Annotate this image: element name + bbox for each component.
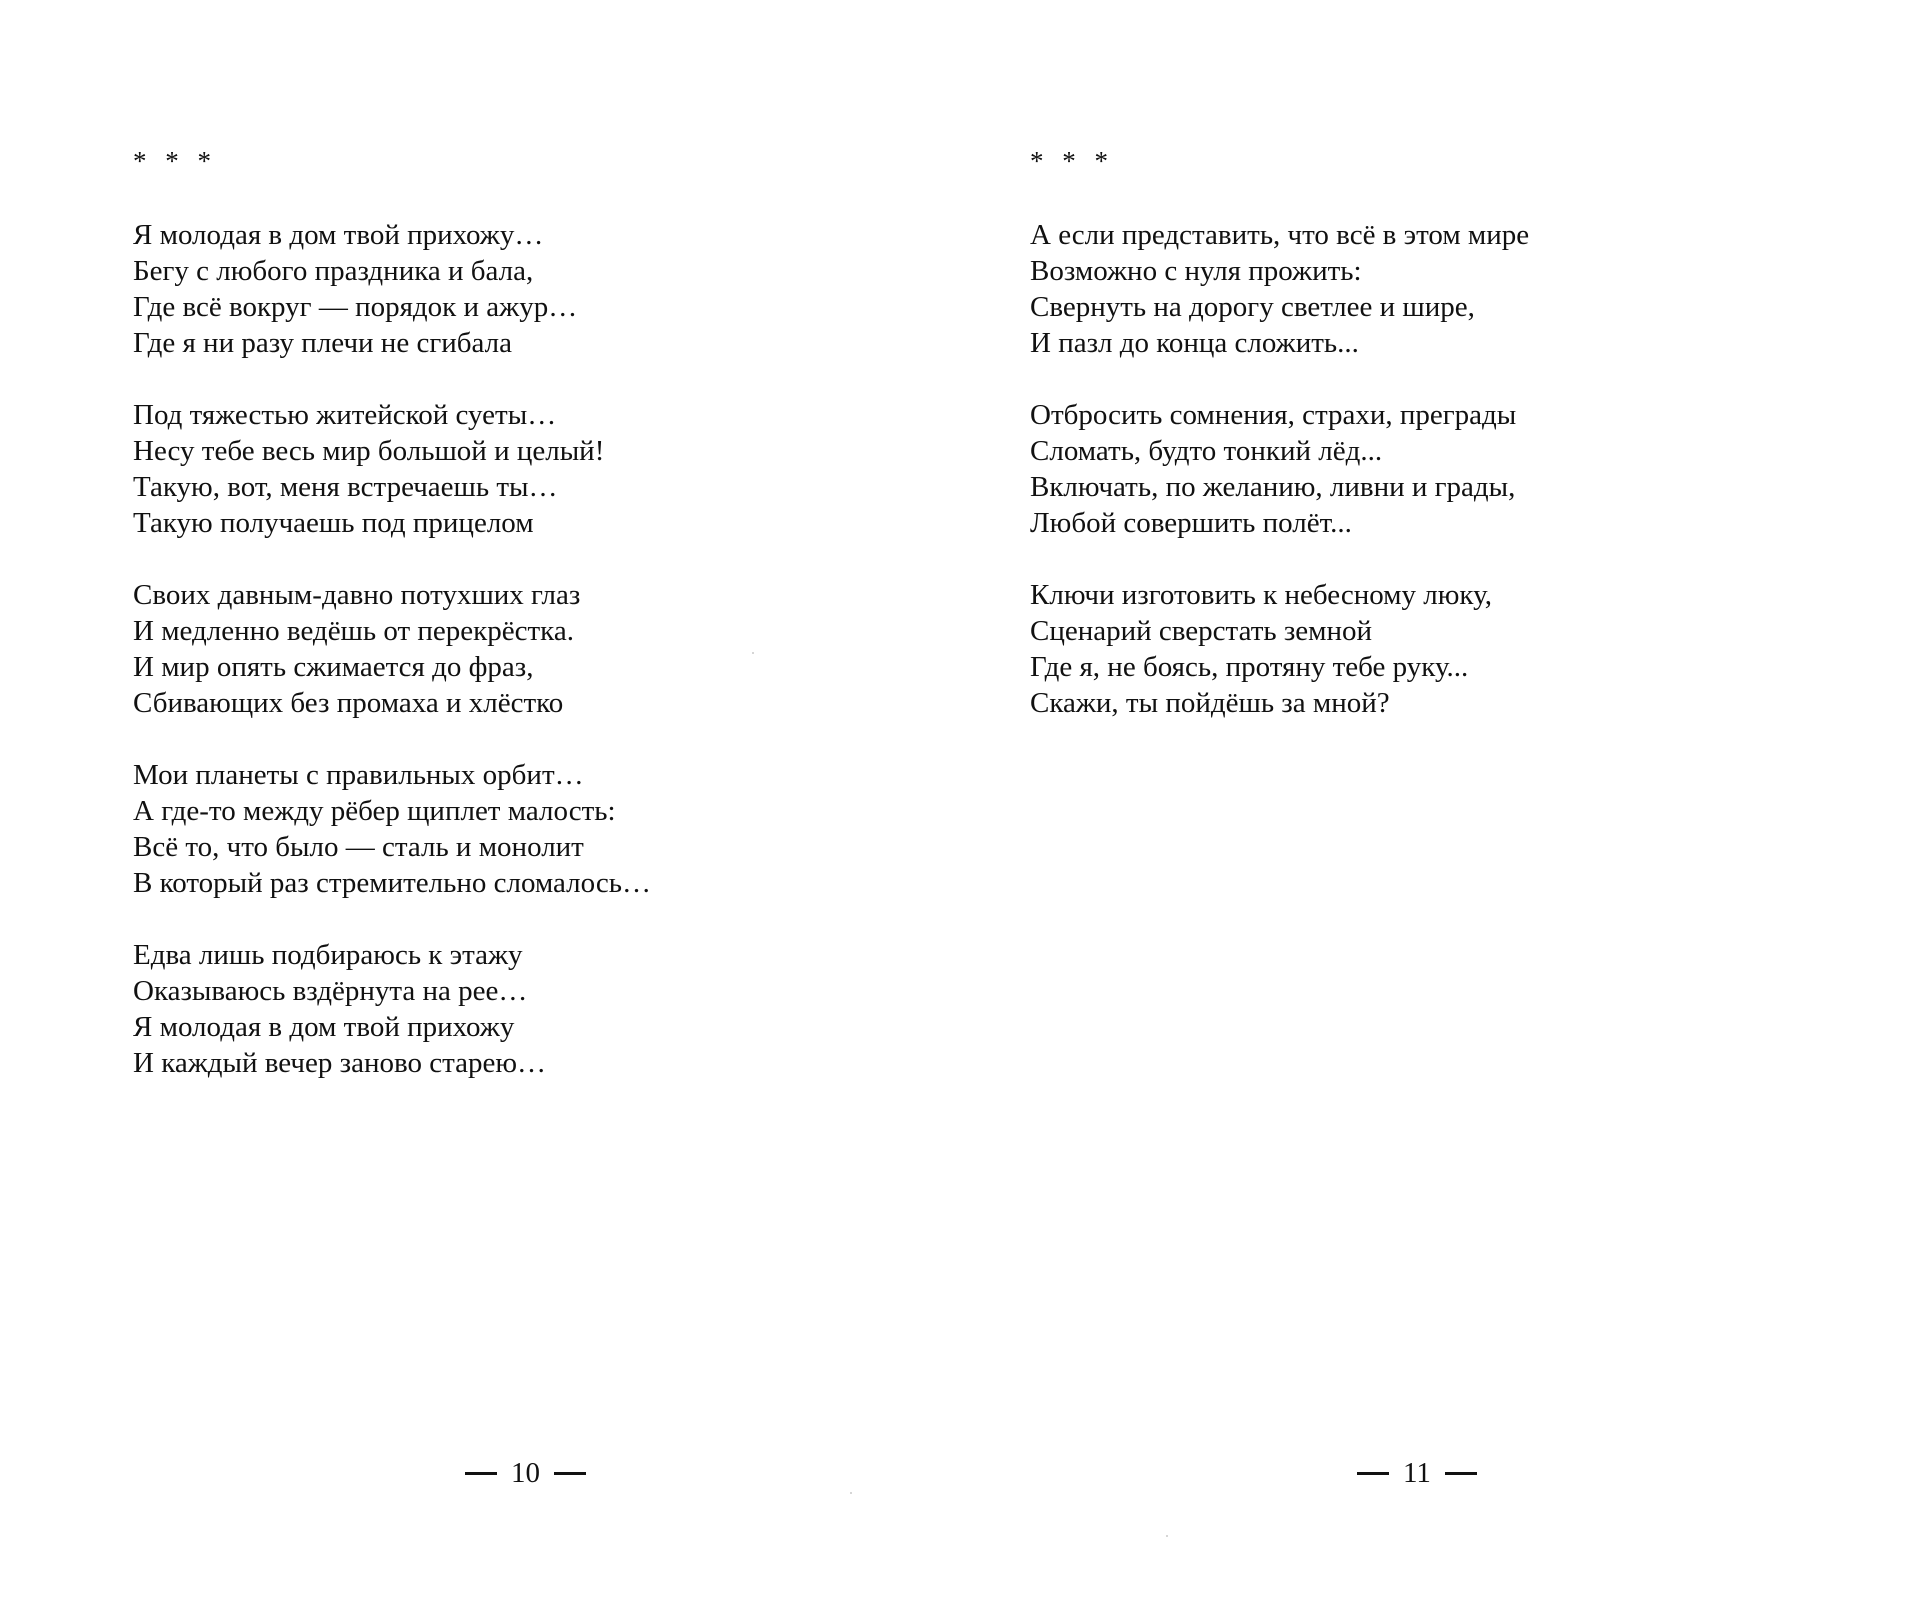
poem-line: Несу тебе весь мир большой и целый! — [133, 435, 605, 467]
section-separator: * * * — [133, 146, 217, 176]
stanza — [1030, 217, 1529, 361]
page-number-right — [1357, 1455, 1477, 1491]
poem-line: Сценарий сверстать земной — [1030, 615, 1373, 647]
poem-line: Где всё вокруг — порядок и ажур… — [133, 291, 578, 323]
poem-line: Такую, вот, меня встречаешь ты… — [133, 471, 558, 503]
right-page — [955, 0, 1910, 1615]
poem-line: Где я ни разу плечи не сгибала — [133, 327, 512, 359]
scan-speck — [1166, 1535, 1168, 1537]
poem-line: В который раз стремительно сломалось… — [133, 867, 651, 899]
scan-speck — [752, 652, 754, 654]
poem-line: Ключи изготовить к небесному люку, — [1030, 579, 1492, 611]
page-number-dash — [554, 1472, 586, 1475]
poem-line: Мои планеты с правильных орбит… — [133, 759, 584, 791]
scan-speck — [850, 1492, 852, 1494]
poem-right — [1030, 143, 1529, 757]
poem-line: И медленно ведёшь от перекрёстка. — [133, 615, 574, 647]
poem-line: Свернуть на дорогу светлее и шире, — [1030, 291, 1475, 323]
poem-line: Оказываюсь вздёрнута на рее… — [133, 975, 528, 1007]
page-number-left — [465, 1455, 586, 1491]
poem-line: Своих давным-давно потухших глаз — [133, 579, 581, 611]
poem-line: Отбросить сомнения, страхи, преграды — [1030, 399, 1517, 431]
poem-line: Сбивающих без промаха и хлёстко — [133, 687, 564, 719]
poem-line: Бегу с любого праздника и бала, — [133, 255, 534, 287]
poem-line: Включать, по желанию, ливни и грады, — [1030, 471, 1516, 503]
poem-line: А где-то между рёбер щиплет малость: — [133, 795, 616, 827]
poem-line: Скажи, ты пойдёшь за мной? — [1030, 687, 1390, 719]
poem-line: И каждый вечер заново старею… — [133, 1047, 547, 1079]
poem-line: И мир опять сжимается до фраз, — [133, 651, 534, 683]
stanza — [1030, 397, 1529, 541]
page-number-value: 10 — [511, 1457, 540, 1489]
poem-line: Такую получаешь под прицелом — [133, 507, 534, 539]
page-number-dash — [1357, 1472, 1389, 1475]
poem-line: Любой совершить полёт... — [1030, 507, 1352, 539]
stanza — [133, 217, 651, 361]
page-number-dash — [1445, 1472, 1477, 1475]
poem-line: Всё то, что было — сталь и монолит — [133, 831, 584, 863]
page-number-value: 11 — [1403, 1457, 1431, 1489]
stanza — [133, 757, 651, 901]
poem-line: А если представить, что всё в этом мире — [1030, 219, 1530, 251]
poem-line: Возможно с нуля прожить: — [1030, 255, 1362, 287]
poem-line: Я молодая в дом твой прихожу — [133, 1011, 515, 1043]
stanza — [1030, 577, 1529, 721]
poem-line: Едва лишь подбираюсь к этажу — [133, 939, 523, 971]
poem-line: Где я, не боясь, протяну тебе руку... — [1030, 651, 1469, 683]
section-separator: * * * — [1030, 146, 1114, 176]
page-number-dash — [465, 1472, 497, 1475]
poem-left — [133, 143, 651, 1117]
poem-line: Сломать, будто тонкий лёд... — [1030, 435, 1383, 467]
poem-line: Под тяжестью житейской суеты… — [133, 399, 557, 431]
stanza — [133, 937, 651, 1081]
stanza — [133, 577, 651, 721]
poem-line: Я молодая в дом твой прихожу… — [133, 219, 544, 251]
stanza — [133, 397, 651, 541]
poem-line: И пазл до конца сложить... — [1030, 327, 1359, 359]
